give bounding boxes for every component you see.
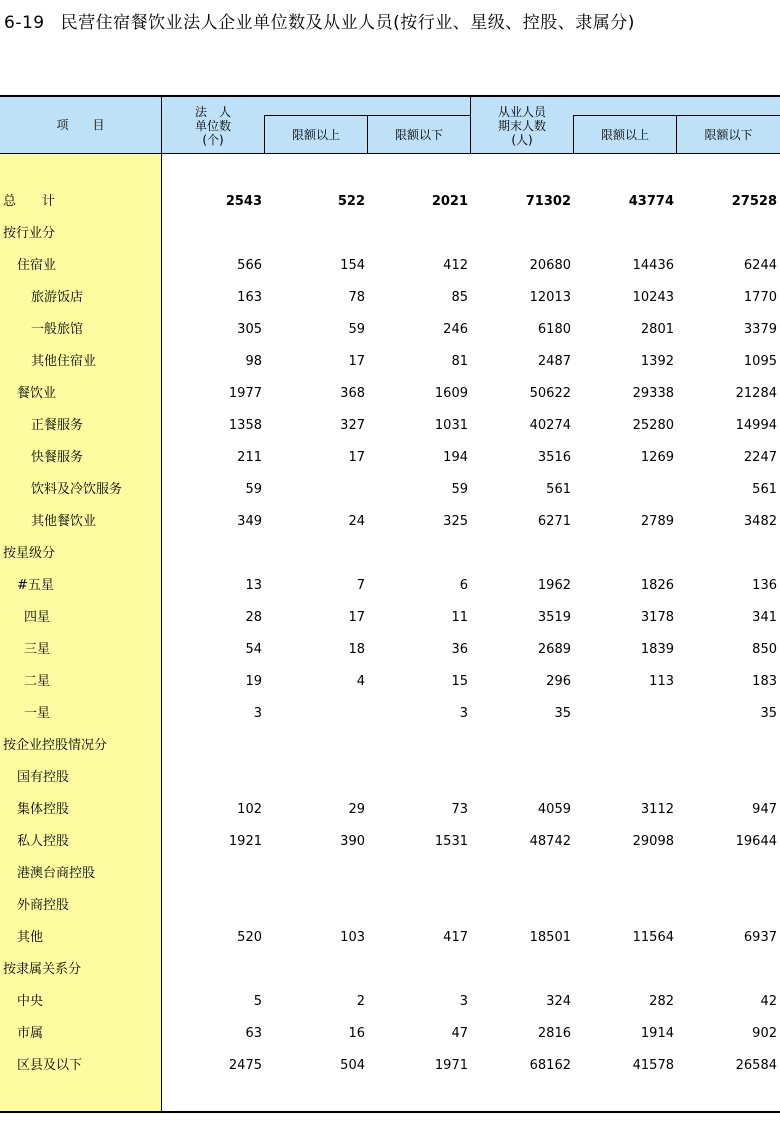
cell-value: 78 — [348, 290, 365, 305]
cell-value: 40274 — [529, 418, 571, 433]
cell-value — [697, 730, 777, 762]
cell-value: 947 — [752, 802, 777, 817]
table-row — [0, 378, 780, 410]
cell-value: 183 — [752, 674, 777, 689]
cell-value: 47 — [451, 1026, 468, 1041]
cell-value: 1031 — [434, 418, 468, 433]
cell-value — [182, 538, 262, 570]
cell-value: 36 — [451, 642, 468, 657]
cell-value: 1095 — [743, 354, 777, 369]
cell-value: 561 — [546, 482, 571, 497]
cell-value — [594, 698, 674, 730]
table-row — [0, 890, 780, 922]
cell-value: 2 — [356, 994, 365, 1009]
cell-value — [388, 730, 468, 762]
row-label: 外商控股 — [17, 898, 70, 913]
cell-value: 19644 — [735, 834, 777, 849]
table-row — [0, 186, 780, 218]
cell-value: 3482 — [743, 514, 777, 529]
cell-value: 412 — [443, 258, 468, 273]
cell-value: 2021 — [431, 194, 468, 209]
cell-value: 5 — [253, 994, 262, 1009]
cell-value — [491, 954, 571, 986]
cell-value: 48742 — [529, 834, 571, 849]
cell-value: 4059 — [537, 802, 571, 817]
cell-value — [594, 954, 674, 986]
row-label: 私人控股 — [17, 834, 70, 849]
cell-value — [697, 954, 777, 986]
row-label: 市属 — [17, 1026, 44, 1041]
cell-value: 85 — [451, 290, 468, 305]
cell-value: 561 — [752, 482, 777, 497]
cell-value: 18501 — [529, 930, 571, 945]
row-label: 三星 — [24, 642, 51, 657]
cell-value: 6271 — [537, 514, 571, 529]
cell-value: 27528 — [731, 194, 777, 209]
header-employees-line: 从业人员 — [497, 105, 546, 119]
row-label: 按隶属关系分 — [3, 962, 82, 977]
cell-value — [388, 762, 468, 794]
table-row — [0, 570, 780, 602]
cell-value: 154 — [340, 258, 365, 273]
cell-value: 1839 — [640, 642, 674, 657]
row-label: 快餐服务 — [31, 450, 84, 465]
table-row — [0, 858, 780, 890]
table-title: 民营住宿餐饮业法人企业单位数及从业人员(按行业、星级、控股、隶属分) — [60, 13, 635, 33]
header-legal-units — [162, 99, 264, 153]
cell-value — [491, 858, 571, 890]
cell-value: 163 — [237, 290, 262, 305]
cell-value: 2543 — [225, 194, 262, 209]
cell-value — [491, 538, 571, 570]
cell-value: 368 — [340, 386, 365, 401]
cell-value: 136 — [752, 578, 777, 593]
cell-value — [594, 538, 674, 570]
cell-value: 3519 — [537, 610, 571, 625]
cell-value — [388, 218, 468, 250]
table-row — [0, 986, 780, 1018]
cell-value: 850 — [752, 642, 777, 657]
cell-value: 20680 — [529, 258, 571, 273]
table-row — [0, 282, 780, 314]
cell-value: 1392 — [640, 354, 674, 369]
row-label: 其他餐饮业 — [31, 514, 97, 529]
cell-value: 29338 — [632, 386, 674, 401]
cell-value: 2475 — [228, 1058, 262, 1073]
table-row — [0, 474, 780, 506]
cell-value: 103 — [340, 930, 365, 945]
row-label: 按星级分 — [3, 546, 56, 561]
cell-value: 211 — [237, 450, 262, 465]
cell-value: 28 — [245, 610, 262, 625]
cell-value: 54 — [245, 642, 262, 657]
header-bottom-rule — [0, 153, 780, 154]
cell-value: 2816 — [537, 1026, 571, 1041]
cell-value — [388, 538, 468, 570]
cell-value: 566 — [237, 258, 262, 273]
table-row — [0, 954, 780, 986]
cell-value: 16 — [348, 1026, 365, 1041]
cell-value: 2801 — [640, 322, 674, 337]
cell-value: 17 — [348, 610, 365, 625]
cell-value — [594, 858, 674, 890]
cell-value: 17 — [348, 354, 365, 369]
cell-value: 1971 — [434, 1058, 468, 1073]
cell-value: 43774 — [628, 194, 674, 209]
table-row — [0, 698, 780, 730]
cell-value: 417 — [443, 930, 468, 945]
cell-value: 325 — [443, 514, 468, 529]
cell-value: 246 — [443, 322, 468, 337]
cell-value: 18 — [348, 642, 365, 657]
cell-value: 1921 — [228, 834, 262, 849]
cell-value: 3 — [253, 706, 262, 721]
cell-value: 29098 — [632, 834, 674, 849]
cell-value: 1826 — [640, 578, 674, 593]
cell-value: 25280 — [632, 418, 674, 433]
row-label: 中央 — [17, 994, 44, 1009]
cell-value: 2487 — [537, 354, 571, 369]
cell-value: 6244 — [743, 258, 777, 273]
cell-value — [285, 762, 365, 794]
table-row — [0, 250, 780, 282]
row-label: 住宿业 — [17, 258, 57, 273]
row-label: 集体控股 — [17, 802, 70, 817]
cell-value: 2789 — [640, 514, 674, 529]
cell-value — [594, 762, 674, 794]
cell-value — [491, 762, 571, 794]
row-label: 国有控股 — [17, 770, 70, 785]
cell-value: 11 — [451, 610, 468, 625]
cell-value: 194 — [443, 450, 468, 465]
cell-value — [491, 730, 571, 762]
row-label: 二星 — [24, 674, 51, 689]
cell-value — [285, 954, 365, 986]
cell-value: 68162 — [529, 1058, 571, 1073]
cell-value: 296 — [546, 674, 571, 689]
row-label: 一般旅馆 — [31, 322, 84, 337]
cell-value: 2689 — [537, 642, 571, 657]
cell-value: 349 — [237, 514, 262, 529]
cell-value: 11564 — [632, 930, 674, 945]
row-label: 饮料及冷饮服务 — [31, 482, 123, 497]
cell-value: 71302 — [525, 194, 571, 209]
cell-value — [285, 730, 365, 762]
cell-value: 2247 — [743, 450, 777, 465]
cell-value: 6180 — [537, 322, 571, 337]
cell-value: 4 — [356, 674, 365, 689]
cell-value: 324 — [546, 994, 571, 1009]
cell-value: 50622 — [529, 386, 571, 401]
cell-value: 102 — [237, 802, 262, 817]
table-number: 6-19 — [4, 13, 45, 33]
cell-value: 902 — [752, 1026, 777, 1041]
cell-value: 35 — [760, 706, 777, 721]
cell-value: 1962 — [537, 578, 571, 593]
cell-value — [491, 218, 571, 250]
cell-value — [594, 890, 674, 922]
cell-value: 35 — [554, 706, 571, 721]
cell-value — [594, 218, 674, 250]
cell-value: 113 — [649, 674, 674, 689]
cell-value — [697, 858, 777, 890]
header-legal-units-line: (个) — [202, 133, 224, 147]
table-bottom-rule — [0, 1111, 780, 1113]
table-row — [0, 826, 780, 858]
cell-value: 1358 — [228, 418, 262, 433]
cell-value: 3178 — [640, 610, 674, 625]
cell-value: 7 — [356, 578, 365, 593]
row-label: 四星 — [24, 610, 51, 625]
page-title — [4, 8, 635, 33]
cell-value — [182, 890, 262, 922]
cell-value: 81 — [451, 354, 468, 369]
cell-value: 504 — [340, 1058, 365, 1073]
cell-value: 41578 — [632, 1058, 674, 1073]
cell-value — [697, 218, 777, 250]
cell-value — [285, 698, 365, 730]
cell-value: 3 — [459, 706, 468, 721]
header-legal-units-line: 法 人 — [194, 105, 231, 119]
cell-value: 3516 — [537, 450, 571, 465]
cell-value — [182, 218, 262, 250]
cell-value: 13 — [245, 578, 262, 593]
table-row — [0, 506, 780, 538]
cell-value: 390 — [340, 834, 365, 849]
table-row — [0, 442, 780, 474]
cell-value — [285, 474, 365, 506]
row-label: 按行业分 — [3, 226, 56, 241]
cell-value: 6937 — [743, 930, 777, 945]
row-label: 一星 — [24, 706, 51, 721]
cell-value: 6 — [459, 578, 468, 593]
cell-value — [182, 858, 262, 890]
cell-value — [182, 954, 262, 986]
table-row — [0, 634, 780, 666]
table-row — [0, 730, 780, 762]
cell-value: 341 — [752, 610, 777, 625]
cell-value: 59 — [348, 322, 365, 337]
cell-value — [285, 538, 365, 570]
data-table — [0, 95, 780, 1113]
cell-value: 42 — [760, 994, 777, 1009]
row-label: 餐饮业 — [17, 386, 57, 401]
table-row — [0, 794, 780, 826]
cell-value: 10243 — [632, 290, 674, 305]
cell-value — [491, 890, 571, 922]
cell-value: 522 — [337, 194, 365, 209]
cell-value: 3379 — [743, 322, 777, 337]
cell-value: 520 — [237, 930, 262, 945]
cell-value — [697, 762, 777, 794]
cell-value — [594, 730, 674, 762]
cell-value — [697, 538, 777, 570]
cell-value: 98 — [245, 354, 262, 369]
header-legal-above: 限额以上 — [291, 127, 340, 142]
table-row — [0, 1018, 780, 1050]
cell-value — [182, 762, 262, 794]
cell-value: 29 — [348, 802, 365, 817]
header-legal-below: 限额以下 — [394, 127, 443, 142]
cell-value: 305 — [237, 322, 262, 337]
row-label: 其他 — [17, 930, 44, 945]
row-label: 总 计 — [3, 194, 56, 209]
table-row — [0, 538, 780, 570]
cell-value: 17 — [348, 450, 365, 465]
header-legal-units-line: 单位数 — [194, 119, 231, 133]
row-label: #五星 — [17, 578, 54, 593]
cell-value: 1609 — [434, 386, 468, 401]
cell-value: 73 — [451, 802, 468, 817]
row-label: 港澳台商控股 — [17, 866, 96, 881]
table-row — [0, 1050, 780, 1082]
cell-value: 3112 — [640, 802, 674, 817]
cell-value: 26584 — [735, 1058, 777, 1073]
table-row — [0, 666, 780, 698]
cell-value: 63 — [245, 1026, 262, 1041]
cell-value: 24 — [348, 514, 365, 529]
cell-value: 21284 — [735, 386, 777, 401]
cell-value: 59 — [451, 482, 468, 497]
row-label: 其他住宿业 — [31, 354, 97, 369]
cell-value — [182, 730, 262, 762]
row-label: 按企业控股情况分 — [3, 738, 108, 753]
header-employees-below: 限额以下 — [704, 127, 753, 142]
cell-value: 15 — [451, 674, 468, 689]
cell-value: 19 — [245, 674, 262, 689]
table-row — [0, 314, 780, 346]
cell-value — [388, 858, 468, 890]
table-row — [0, 346, 780, 378]
table-row — [0, 922, 780, 954]
cell-value: 1269 — [640, 450, 674, 465]
cell-value: 327 — [340, 418, 365, 433]
cell-value: 1531 — [434, 834, 468, 849]
table-row — [0, 218, 780, 250]
table-row — [0, 410, 780, 442]
table-row — [0, 762, 780, 794]
cell-value: 14994 — [735, 418, 777, 433]
cell-value — [388, 890, 468, 922]
cell-value — [285, 890, 365, 922]
cell-value — [388, 954, 468, 986]
cell-value: 12013 — [529, 290, 571, 305]
cell-value: 1977 — [228, 386, 262, 401]
cell-value: 3 — [459, 994, 468, 1009]
row-label: 旅游饭店 — [31, 290, 84, 305]
row-label: 区县及以下 — [17, 1058, 83, 1073]
cell-value — [594, 474, 674, 506]
cell-value: 59 — [245, 482, 262, 497]
cell-value — [285, 218, 365, 250]
header-item: 项 目 — [56, 118, 105, 132]
row-label: 正餐服务 — [31, 418, 84, 433]
header-employees-above: 限额以上 — [600, 127, 649, 142]
cell-value: 14436 — [632, 258, 674, 273]
header-employees-line: (人) — [511, 133, 533, 147]
cell-value: 1914 — [640, 1026, 674, 1041]
cell-value — [697, 890, 777, 922]
cell-value: 282 — [649, 994, 674, 1009]
cell-value — [285, 858, 365, 890]
table-row — [0, 602, 780, 634]
header-employees — [471, 99, 573, 153]
header-employees-line: 期末人数 — [497, 119, 546, 133]
cell-value: 1770 — [743, 290, 777, 305]
